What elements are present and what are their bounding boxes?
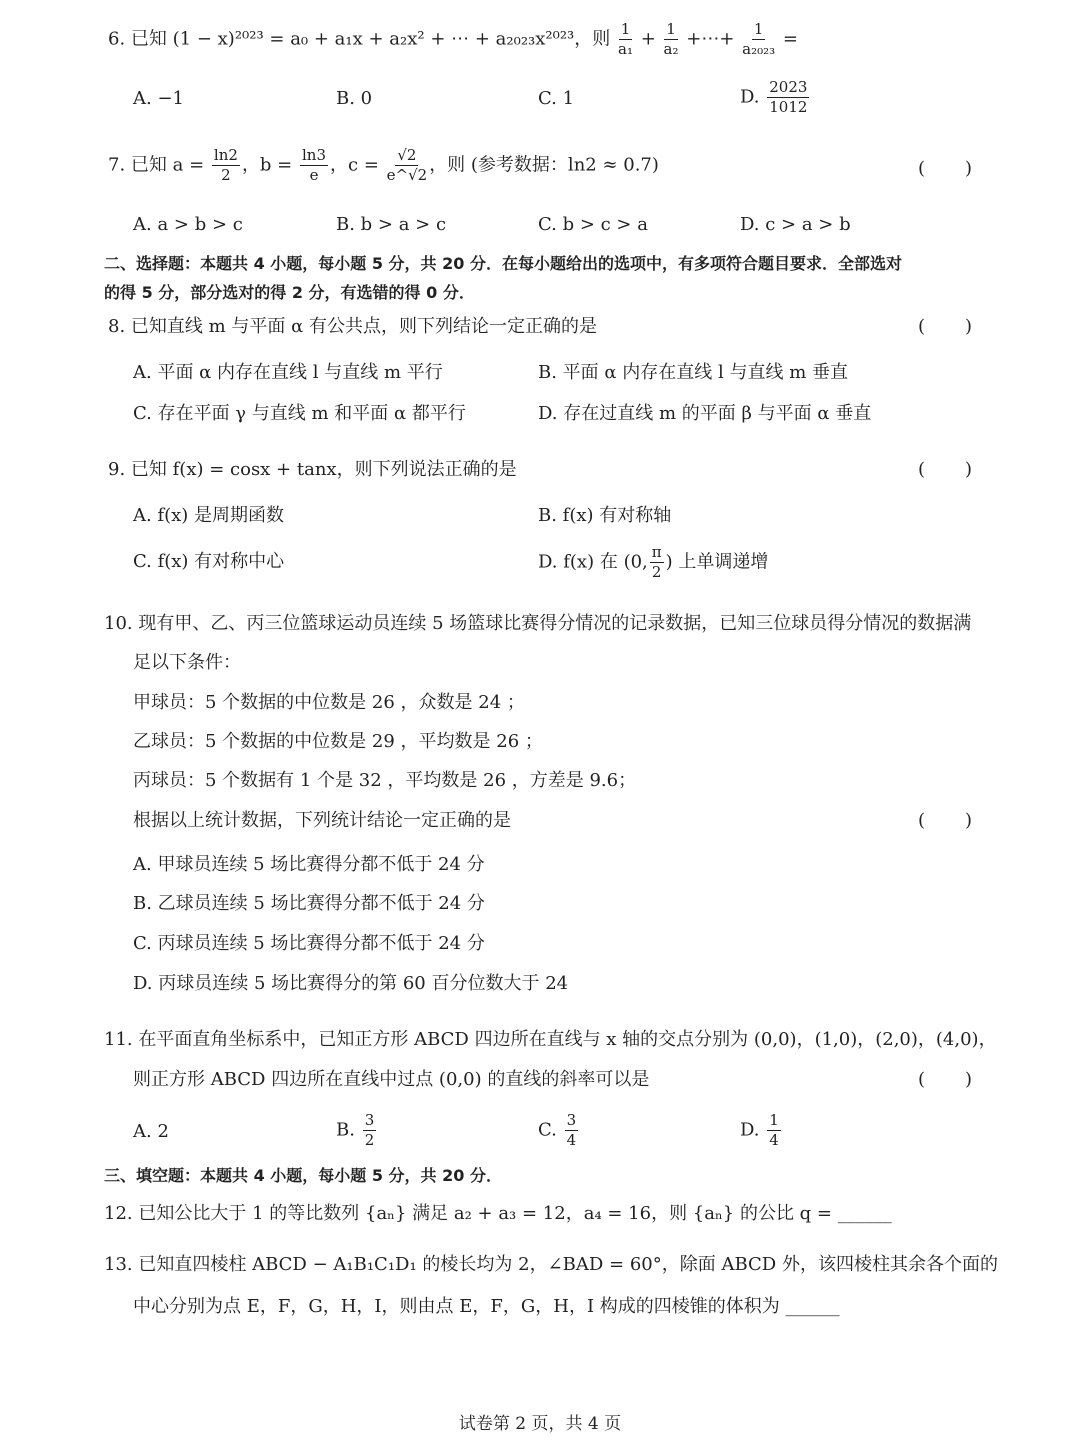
q8-option-a: A. 平面 α 内存在直线 l 与直线 m 平行 — [133, 362, 443, 383]
q9-option-b: B. f(x) 有对称轴 — [538, 505, 672, 526]
q6-frac-1: $\frac{1}{\text{a₁}}$ — [618, 20, 633, 58]
q6-option-a: A. −1 — [133, 88, 184, 109]
section2-heading-line2: 的得 5 分，部分选对的得 2 分，有选错的得 0 分． — [104, 283, 475, 302]
q10-option-a: A. 甲球员连续 5 场比赛得分都不低于 24 分 — [133, 854, 485, 875]
q7-number: 7. — [108, 154, 126, 176]
q6-option-c: C. 1 — [538, 88, 575, 109]
q10-stem-line2: 足以下条件： — [133, 652, 241, 673]
q6-frac-3: $\frac{1}{\text{a₂₀₂₃}}$ — [742, 20, 776, 58]
q8-option-b: B. 平面 α 内存在直线 l 与直线 m 垂直 — [538, 362, 848, 383]
q10-option-b: B. 乙球员连续 5 场比赛得分都不低于 24 分 — [133, 893, 485, 914]
q11-stem-line2: 则正方形 ABCD 四边所在直线中过点 (0,0) 的直线的斜率可以是 — [133, 1069, 650, 1090]
q11-option-b: B. $\frac{3}{2}$ — [336, 1111, 375, 1149]
q6-stem: 6. 已知 (1 − x)²⁰²³ = a₀ + a₁x + a₂x² + ⋯ + a₂₀₂₃x²⁰²³，则 $\frac{1}{\text{a₁}}$ + $\frac{1}{\text{a₂}}$ +⋯+ $\frac{1}{\text{a₂₀₂₃}}$ = — [108, 20, 798, 58]
q6-text: 已知 (1 − x)²⁰²³ = a₀ + a₁x + a₂x² + ⋯ + a₂₀₂₃x²⁰²³，则 — [130, 28, 611, 50]
q11-stem-line1: 11. 在平面直角坐标系中，已知正方形 ABCD 四边所在直线与 x 轴的交点分别为 (0,0)，(1,0)，(2,0)，(4,0)， — [104, 1029, 997, 1050]
q8-option-c: C. 存在平面 γ 与直线 m 和平面 α 都平行 — [133, 403, 466, 424]
q7-frac-b: $\frac{\ln 3}{e}$ — [302, 146, 327, 184]
section2-heading-line1: 二、选择题：本题共 4 小题，每小题 5 分，共 20 分．在每小题给出的选项中，有多项符合题目要求．全部选对 — [104, 254, 902, 273]
q8-stem: 8. 已知直线 m 与平面 α 有公共点，则下列结论一定正确的是 — [108, 316, 598, 337]
section3-heading: 三、填空题：本题共 4 小题，每小题 5 分，共 20 分． — [104, 1166, 502, 1185]
q10-question: 根据以上统计数据，下列统计结论一定正确的是 — [133, 810, 511, 831]
q6-frac-2: $\frac{1}{\text{a₂}}$ — [663, 20, 679, 58]
q7-stem: 7. 已知 a = $\frac{\ln 2}{2}$ ，b = $\frac{\ln 3}{e}$ ，c = $\frac{√2}{e\^{}√2}$ ，则 (参考数据：ln2 ≈ 0.7) — [108, 146, 659, 184]
page-footer: 试卷第 2 页，共 4 页 — [458, 1414, 622, 1434]
q10-answer-bracket: ( ) — [918, 810, 972, 831]
q9-option-a: A. f(x) 是周期函数 — [133, 505, 285, 526]
q10-option-d: D. 丙球员连续 5 场比赛得分的第 60 百分位数大于 24 — [133, 973, 569, 994]
q9-option-c: C. f(x) 有对称中心 — [133, 551, 285, 572]
q13-stem-line2: 中心分别为点 E，F，G，H，I，则由点 E，F，G，H，I 构成的四棱锥的体积为 ______ — [133, 1296, 840, 1317]
q10-condition-2: 乙球员：5 个数据的中位数是 29 ，平均数是 26 ； — [133, 731, 543, 752]
q10-condition-3: 丙球员：5 个数据有 1 个是 32 ，平均数是 26 ，方差是 9.6； — [133, 770, 637, 791]
q7-option-d: D. c > a > b — [740, 214, 851, 235]
q10-stem-line1: 10. 现有甲、乙、丙三位篮球运动员连续 5 场篮球比赛得分情况的记录数据，已知三位球员得分情况的数据满 — [104, 613, 972, 634]
q9-option-d: D. f(x) 在 (0, $\frac{\pi}{2}$ ) 上单调递增 — [538, 543, 769, 581]
q7-option-b: B. b > a > c — [336, 214, 447, 235]
q7-option-c: C. b > c > a — [538, 214, 648, 235]
q13-stem-line1: 13. 已知直四棱柱 ABCD − A₁B₁C₁D₁ 的棱长均为 2，∠BAD = 60°，除面 ABCD 外，该四棱柱其余各个面的 — [104, 1254, 998, 1275]
q6-number: 6. — [108, 28, 126, 50]
q9-answer-bracket: ( ) — [918, 459, 972, 480]
q7-frac-a: $\frac{\ln 2}{2}$ — [213, 146, 238, 184]
q11-option-a: A. 2 — [133, 1121, 169, 1142]
q11-option-d: D. $\frac{1}{4}$ — [740, 1111, 779, 1149]
q10-condition-1: 甲球员：5 个数据的中位数是 26 ，众数是 24 ； — [133, 692, 525, 713]
q12-stem: 12. 已知公比大于 1 的等比数列 {aₙ} 满足 a₂ + a₃ = 12，a₄ = 16，则 {aₙ} 的公比 q = ______ — [104, 1203, 892, 1224]
q7-frac-c: $\frac{√2}{e\^{}√2}$ — [386, 146, 428, 184]
q10-option-c: C. 丙球员连续 5 场比赛得分都不低于 24 分 — [133, 933, 485, 954]
q6-option-d: D. $\frac{2023}{1012}$ — [740, 78, 808, 116]
q9-stem: 9. 已知 f(x) = cosx + tanx，则下列说法正确的是 — [108, 459, 517, 480]
q8-option-d: D. 存在过直线 m 的平面 β 与平面 α 垂直 — [538, 403, 872, 424]
q7-option-a: A. a > b > c — [133, 214, 243, 235]
q6-option-b: B. 0 — [336, 88, 373, 109]
q11-option-c: C. $\frac{3}{4}$ — [538, 1111, 577, 1149]
q7-answer-bracket: ( ) — [918, 158, 972, 179]
q8-answer-bracket: ( ) — [918, 316, 972, 337]
q11-answer-bracket: ( ) — [918, 1069, 972, 1090]
